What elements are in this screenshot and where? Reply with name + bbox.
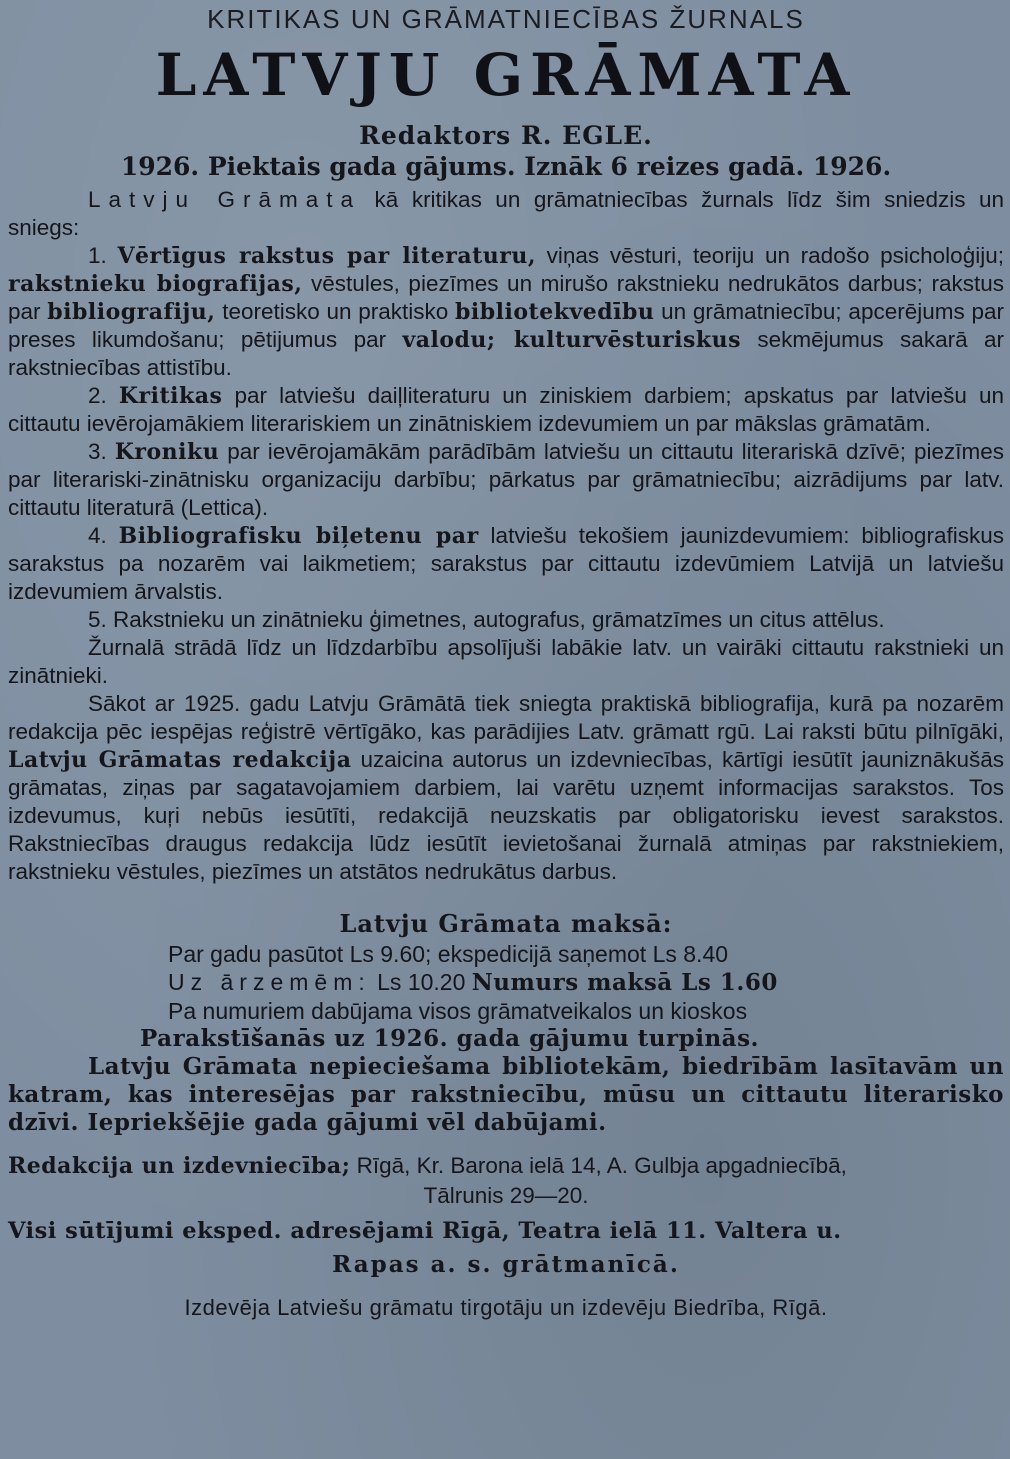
item-1-bold-2: rakstnieku biografijas, [8, 271, 303, 297]
pricing-line-3: Pa numuriem dabūjama visos grāmatveikalos un kioskos [168, 998, 748, 1024]
intro-spaced-name: Latvju Grāmata [88, 187, 362, 212]
item-1-bold-1: Vērtīgus rakstus par literaturu, [117, 243, 536, 269]
item-1-number: 1. [88, 243, 118, 268]
item-5 [8, 606, 1004, 634]
editorial-address [8, 1151, 1004, 1181]
content-body [8, 186, 1004, 886]
pricing-title: Latvju Grāmata maksā: [339, 909, 673, 938]
item-4 [8, 522, 1004, 606]
item-2-bold-1: Kritikas [118, 383, 223, 409]
item-3-text-1: par ievērojamākām parādībām latviešu un cittautu literariskā dzīvē; piezīmes par literariski-zinātnisku organizaciju darbību; pārkatus par grāmatniecību; aizrādijums par latv. cittautu literaturā (Lettica). [8, 439, 1004, 520]
bibliography-bold-1: Latvju Grāmatas redakcija [8, 747, 352, 773]
item-1-text-5: sekmējumus sakarā ar rakstniecības attistību. [8, 327, 1004, 380]
bibliography-text-2: uzaicina autorus un izdevniecības, kārtīgi iesūtīt jauniznākušās grāmatas, ziņas par sagatavojamiem darbiem, lai varētu uzņemt informacijas sarakstos. Tos izdevumus, kuŗi nebūs iesūtīti, redakcijā neuzskatis par obligatorisku ievest sarakstos. Rakstniecības draugus redakcija lūdz iesūtīt ievietošanai žurnalā atmiņas par rakstniekiem, rakstnieku vēstules, piezīmes un atstātos nedrukātus darbus. [8, 747, 1004, 884]
phone-line: Tālrunis 29—20. [423, 1183, 589, 1208]
item-4-number: 4. [88, 523, 119, 548]
intro-paragraph [8, 186, 1004, 242]
item-2 [8, 382, 1004, 438]
item-5-text-1: Rakstnieku un zinātnieku ģimetnes, autografus, grāmatzīmes un citus attēlus. [113, 607, 885, 632]
contributors-paragraph: Žurnalā strādā līdz un līdzdarbību apsolījuši labākie latv. un vairāki cittautu rakstnieki un zinātnieki. [8, 635, 1004, 688]
item-2-text-1: par latviešu daiļliteraturu un ziniskiem darbiem; apskatus par latviešu un cittautu ievērojamākiem literariskiem un zinātniskiem izdevumiem un par mākslas grāmatām. [8, 383, 1004, 436]
item-3-number: 3. [88, 439, 115, 464]
year-line: 1926. Piektais gada gājums. Iznāk 6 reizes gadā. 1926. [120, 152, 892, 181]
shipping-line-2: Rapas a. s. grātmanīcā. [332, 1251, 680, 1278]
pricing-line-1: Par gadu pasūtot Ls 9.60; ekspedicijā saņemot Ls 8.40 [168, 941, 729, 967]
intro-text: kā kritikas un grāmatniecības žurnals līdz šim sniedzis un sniegs: [8, 187, 1004, 240]
editorial-address-text: Rīgā, Kr. Barona ielā 14, A. Gulbja apgadniecībā, [350, 1153, 847, 1178]
item-2-number: 2. [88, 383, 119, 408]
shipping-line-1: Visi sūtījumi eksped. adresējami Rīgā, Teatra ielā 11. Valtera u. [8, 1218, 842, 1244]
item-5-number: 5. [88, 607, 114, 632]
item-3 [8, 438, 1004, 522]
necessity-paragraph: Latvju Grāmata nepieciešama bibliotekām, biedrībām lasītavām un katram, kas interesējas par rakstniecību, mūsu un cittautu literarisko dzīvi. Iepriekšējie gada gājumi vēl dabūjami. [8, 1053, 1004, 1136]
editor-line: Redaktors R. EGLE. [359, 121, 653, 150]
item-1-text-4: un grāmatniecību; apcerējums par preses likumdošanu; pētijumus par [8, 299, 1004, 352]
item-3-bold-1: Kroniku [114, 439, 220, 465]
editorial-label: Redakcija un izdevniecība; [8, 1153, 351, 1179]
bibliography-text-1: Sākot ar 1925. gadu Latvju Grāmātā tiek sniegta praktiskā bibliografija, kurā pa nozarēm redakcija pēc iespējas reģistrē vērtīgāko, kas parādijies Latv. grāmatt rgū. Lai raksti būtu pilnīgāki, [8, 691, 1004, 744]
pricing-line-2 [8, 968, 1004, 997]
subscription-line: Parakstīšanās uz 1926. gada gājumu turpinās. [140, 1025, 760, 1052]
item-1-text-2: vēstules, piezīmes un mirušo rakstnieku nedrukātos darbus; rakstus par [8, 271, 1005, 324]
item-1-text-3: teoretisko un praktisko [215, 299, 456, 324]
item-1-bold-4: bibliotekvedību [455, 299, 655, 325]
item-4-bold-1: Bibliografisku biļetenu par [118, 523, 479, 549]
item-1-text-1: viņas vēsturi, teoriju un radošo psicholoģiju; [535, 243, 1004, 268]
item-1-bold-5: valodu; kulturvēsturiskus [402, 327, 741, 353]
bibliography-paragraph [8, 690, 1004, 886]
item-4-text-1: latviešu tekošiem jaunizdevumiem: bibliografiskus sarakstus pa nozarēm vai laikmetiem; sarakstus par cittautu izdevūmiem Latvijā un latviešu izdevumiem ārvalstis. [8, 523, 1004, 604]
item-1 [8, 242, 1004, 382]
item-1-bold-3: bibliografiju, [47, 299, 216, 325]
masthead: KRITIKAS UN GRĀMATNIECĪBAS ŽURNALS [207, 4, 805, 34]
abroad-price: Ls 10.20 [370, 969, 472, 995]
publisher-line: Izdevēja Latviešu grāmatu tirgotāju un izdevēju Biedrība, Rīgā. [184, 1295, 828, 1320]
issue-price: Numurs maksā Ls 1.60 [471, 969, 778, 996]
abroad-label: Uz ārzemēm: [168, 969, 371, 995]
journal-title: LATVJU GRĀMATA [155, 41, 857, 109]
